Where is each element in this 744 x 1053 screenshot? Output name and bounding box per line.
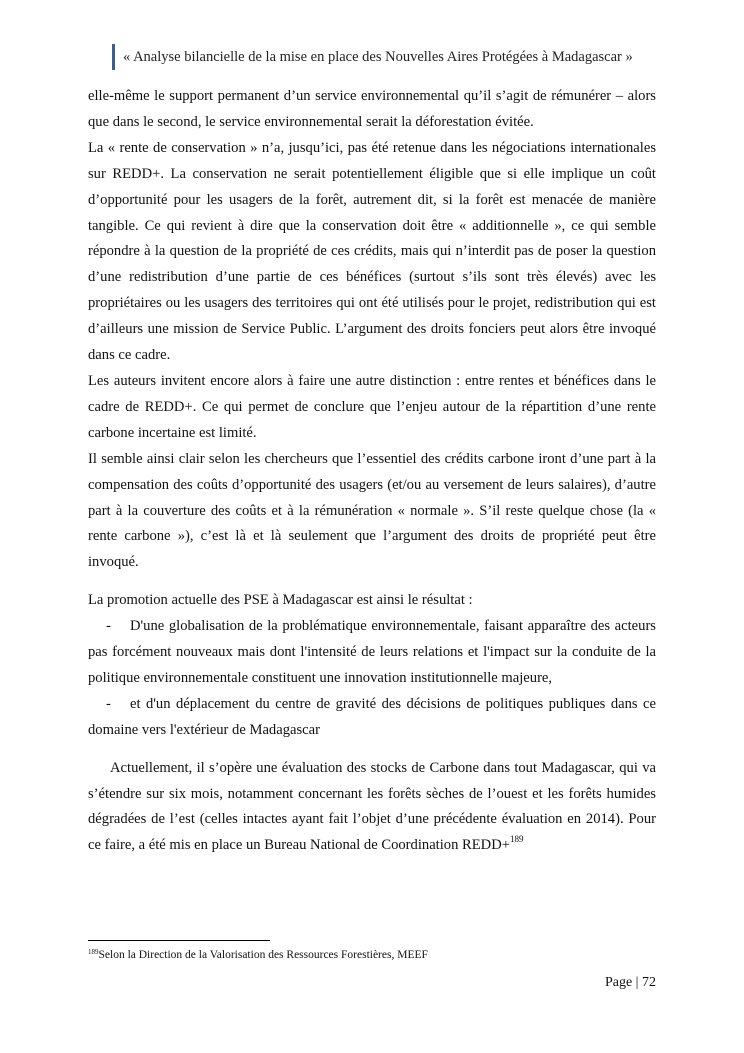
- list-dash: -: [106, 695, 111, 712]
- paragraph: Il semble ainsi clair selon les chercheurs que l’essentiel des crédits carbone iront d’une part à la compensation des coûts d’opportunité des usagers (et/ou au versement de leurs salaires), d’autre part à la couverture des coûts et à la rémunération « normale ». S’il reste quelque chose (la « rente carbone »), c’est là et là seulement que l’argument des droits de propriété peut être invoqué.: [88, 450, 656, 571]
- paragraph-text: Actuellement, il s’opère une évaluation des stocks de Carbone dans tout Madagascar, qui va s’étendre sur six mois, notamment concernant les forêts sèches de l’ouest et les forêts humides dégradées de l’est (celles intactes ayant fait l’objet d’une précédente évaluation en 2014). Pour ce faire, a été mis en place un Bureau National de Coordination REDD+: [88, 759, 656, 854]
- paragraph: elle-même le support permanent d’un service environnemental qu’il s’agit de rémunérer – alors que dans le second, le service environnemental serait la déforestation évitée.: [88, 88, 656, 130]
- body-text: [88, 84, 656, 859]
- list-item: [88, 692, 656, 744]
- paragraph: Les auteurs invitent encore alors à faire une autre distinction : entre rentes et bénéfices dans le cadre de REDD+. Ce qui permet de conclure que l’enjeu autour de la répartition d’une rente carbone incertaine est limité.: [88, 372, 656, 441]
- paragraph: La « rente de conservation » n’a, jusqu’ici, pas été retenue dans les négociations internationales sur REDD+. La conservation ne serait potentiellement éligible que si elle implique un coût d’opportunité pour les usagers de la forêt, autrement dit, si la forêt est menacée de manière tangible. Ce qui revient à dire que la conservation doit être « additionnelle », ce qui semble répondre à la question de la propriété de ces crédits, mais qui n’interdit pas de poser la question d’une redistribution d’une partie de ces bénéfices (surtout s’ils sont très élevés) avec les propriétaires ou les usagers des territoires qui ont été utilisés pour le projet, redistribution qui est d’ailleurs une mission de Service Public. L’argument des droits fonciers peut alors être invoqué dans ce cadre.: [88, 139, 656, 364]
- footnote-reference[interactable]: 189: [509, 834, 524, 845]
- list-item-text: D'une globalisation de la problématique environnementale, faisant apparaître des acteurs pas forcément nouveaux mais dont l'intensité de leurs relations et l'impact sur la conduite de la politique environnementale constituent une innovation institutionnelle majeure,: [88, 618, 656, 686]
- paragraph-gap: [88, 576, 656, 588]
- paragraph-gap: [88, 744, 656, 756]
- footnote: [88, 948, 648, 962]
- paragraph: La promotion actuelle des PSE à Madagascar est ainsi le résultat :: [88, 592, 473, 609]
- list-dash: -: [106, 618, 111, 635]
- list-item: [88, 614, 656, 692]
- footnote-text: Selon la Direction de la Valorisation des Ressources Forestières, MEEF: [98, 949, 428, 961]
- header-title: « Analyse bilancielle de la mise en place des Nouvelles Aires Protégées à Madagascar »: [123, 49, 633, 65]
- page-number: Page | 72: [604, 975, 656, 990]
- footnote-separator: [88, 940, 270, 941]
- paragraph: [88, 756, 656, 860]
- footnote-number: 189: [88, 948, 99, 956]
- running-header: [112, 44, 672, 70]
- list-item-text: et d'un déplacement du centre de gravité des décisions de politiques publiques dans ce domaine vers l'extérieur de Madagascar: [88, 695, 656, 738]
